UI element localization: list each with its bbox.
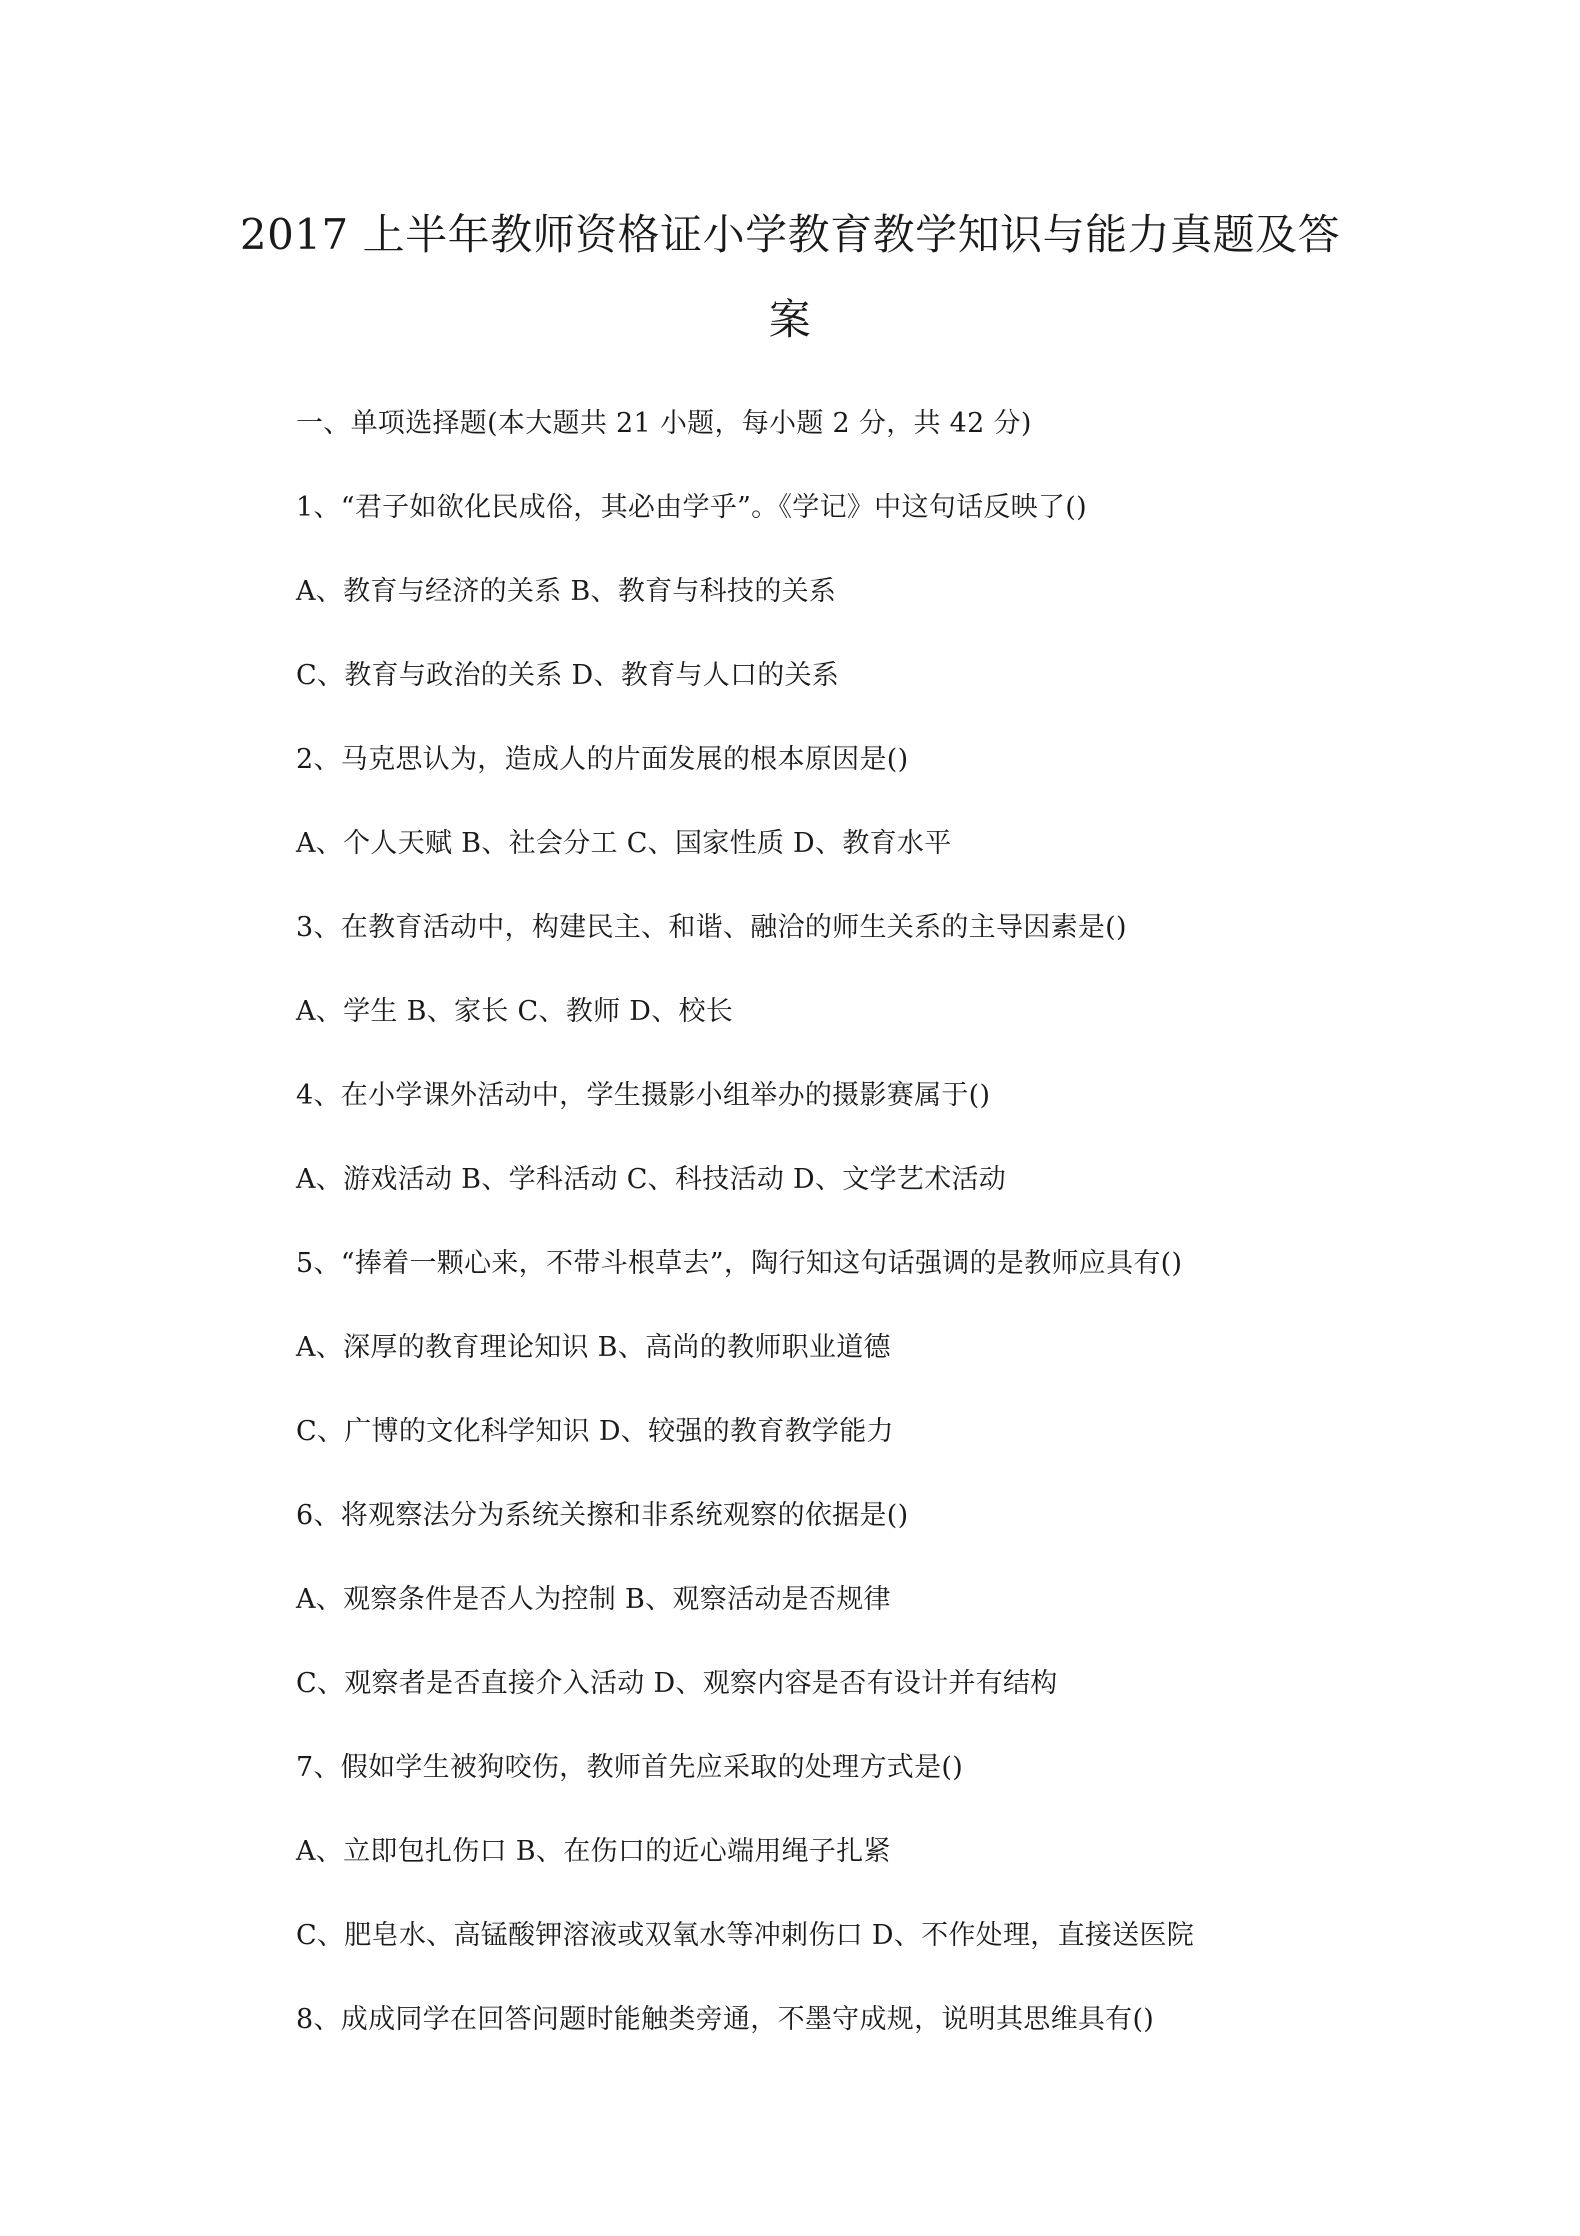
question-6-options-ab: A、观察条件是否人为控制 B、观察活动是否规律 [296, 1584, 891, 1615]
question-1-options-cd: C、教育与政治的关系 D、教育与人口的关系 [296, 660, 840, 691]
document-title-line-1: 2017 上半年教师资格证小学教育教学知识与能力真题及答 [239, 210, 1341, 259]
section-heading: 一、单项选择题(本大题共 21 小题，每小题 2 分，共 42 分) [296, 408, 1032, 439]
question-5-options-ab: A、深厚的教育理论知识 B、高尚的教师职业道德 [296, 1332, 891, 1363]
question-6-options-cd: C、观察者是否直接介入活动 D、观察内容是否有设计并有结构 [296, 1668, 1058, 1699]
question-3-options: A、学生 B、家长 C、教师 D、校长 [296, 996, 734, 1027]
question-1-options-ab: A、教育与经济的关系 B、教育与科技的关系 [296, 576, 837, 607]
question-2-options: A、个人天赋 B、社会分工 C、国家性质 D、教育水平 [296, 828, 952, 859]
question-7-options-cd: C、肥皂水、高锰酸钾溶液或双氧水等冲刺伤口 D、不作处理，直接送医院 [296, 1920, 1195, 1951]
question-7-options-ab: A、立即包扎伤口 B、在伤口的近心端用绳子扎紧 [296, 1836, 891, 1867]
question-5: 5、“捧着一颗心来，不带斗根草去”，陶行知这句话强调的是教师应具有() [296, 1248, 1183, 1279]
question-6: 6、将观察法分为系统关擦和非系统观察的依据是() [296, 1500, 909, 1531]
question-5-options-cd: C、广博的文化科学知识 D、较强的教育教学能力 [296, 1416, 894, 1447]
document-body [296, 402, 1396, 2082]
question-7: 7、假如学生被狗咬伤，教师首先应采取的处理方式是() [296, 1752, 964, 1783]
question-1: 1、“君子如欲化民成俗，其必由学乎”。《学记》中这句话反映了() [296, 492, 1087, 523]
question-4: 4、在小学课外活动中，学生摄影小组举办的摄影赛属于() [296, 1080, 991, 1111]
document-title-line-2: 案 [768, 295, 812, 344]
question-2: 2、马克思认为，造成人的片面发展的根本原因是() [296, 744, 909, 775]
question-8: 8、成成同学在回答问题时能触类旁通，不墨守成规，说明其思维具有() [296, 2004, 1155, 2035]
question-4-options: A、游戏活动 B、学科活动 C、科技活动 D、文学艺术活动 [296, 1164, 1007, 1195]
question-3: 3、在教育活动中，构建民主、和谐、融洽的师生关系的主导因素是() [296, 912, 1127, 943]
